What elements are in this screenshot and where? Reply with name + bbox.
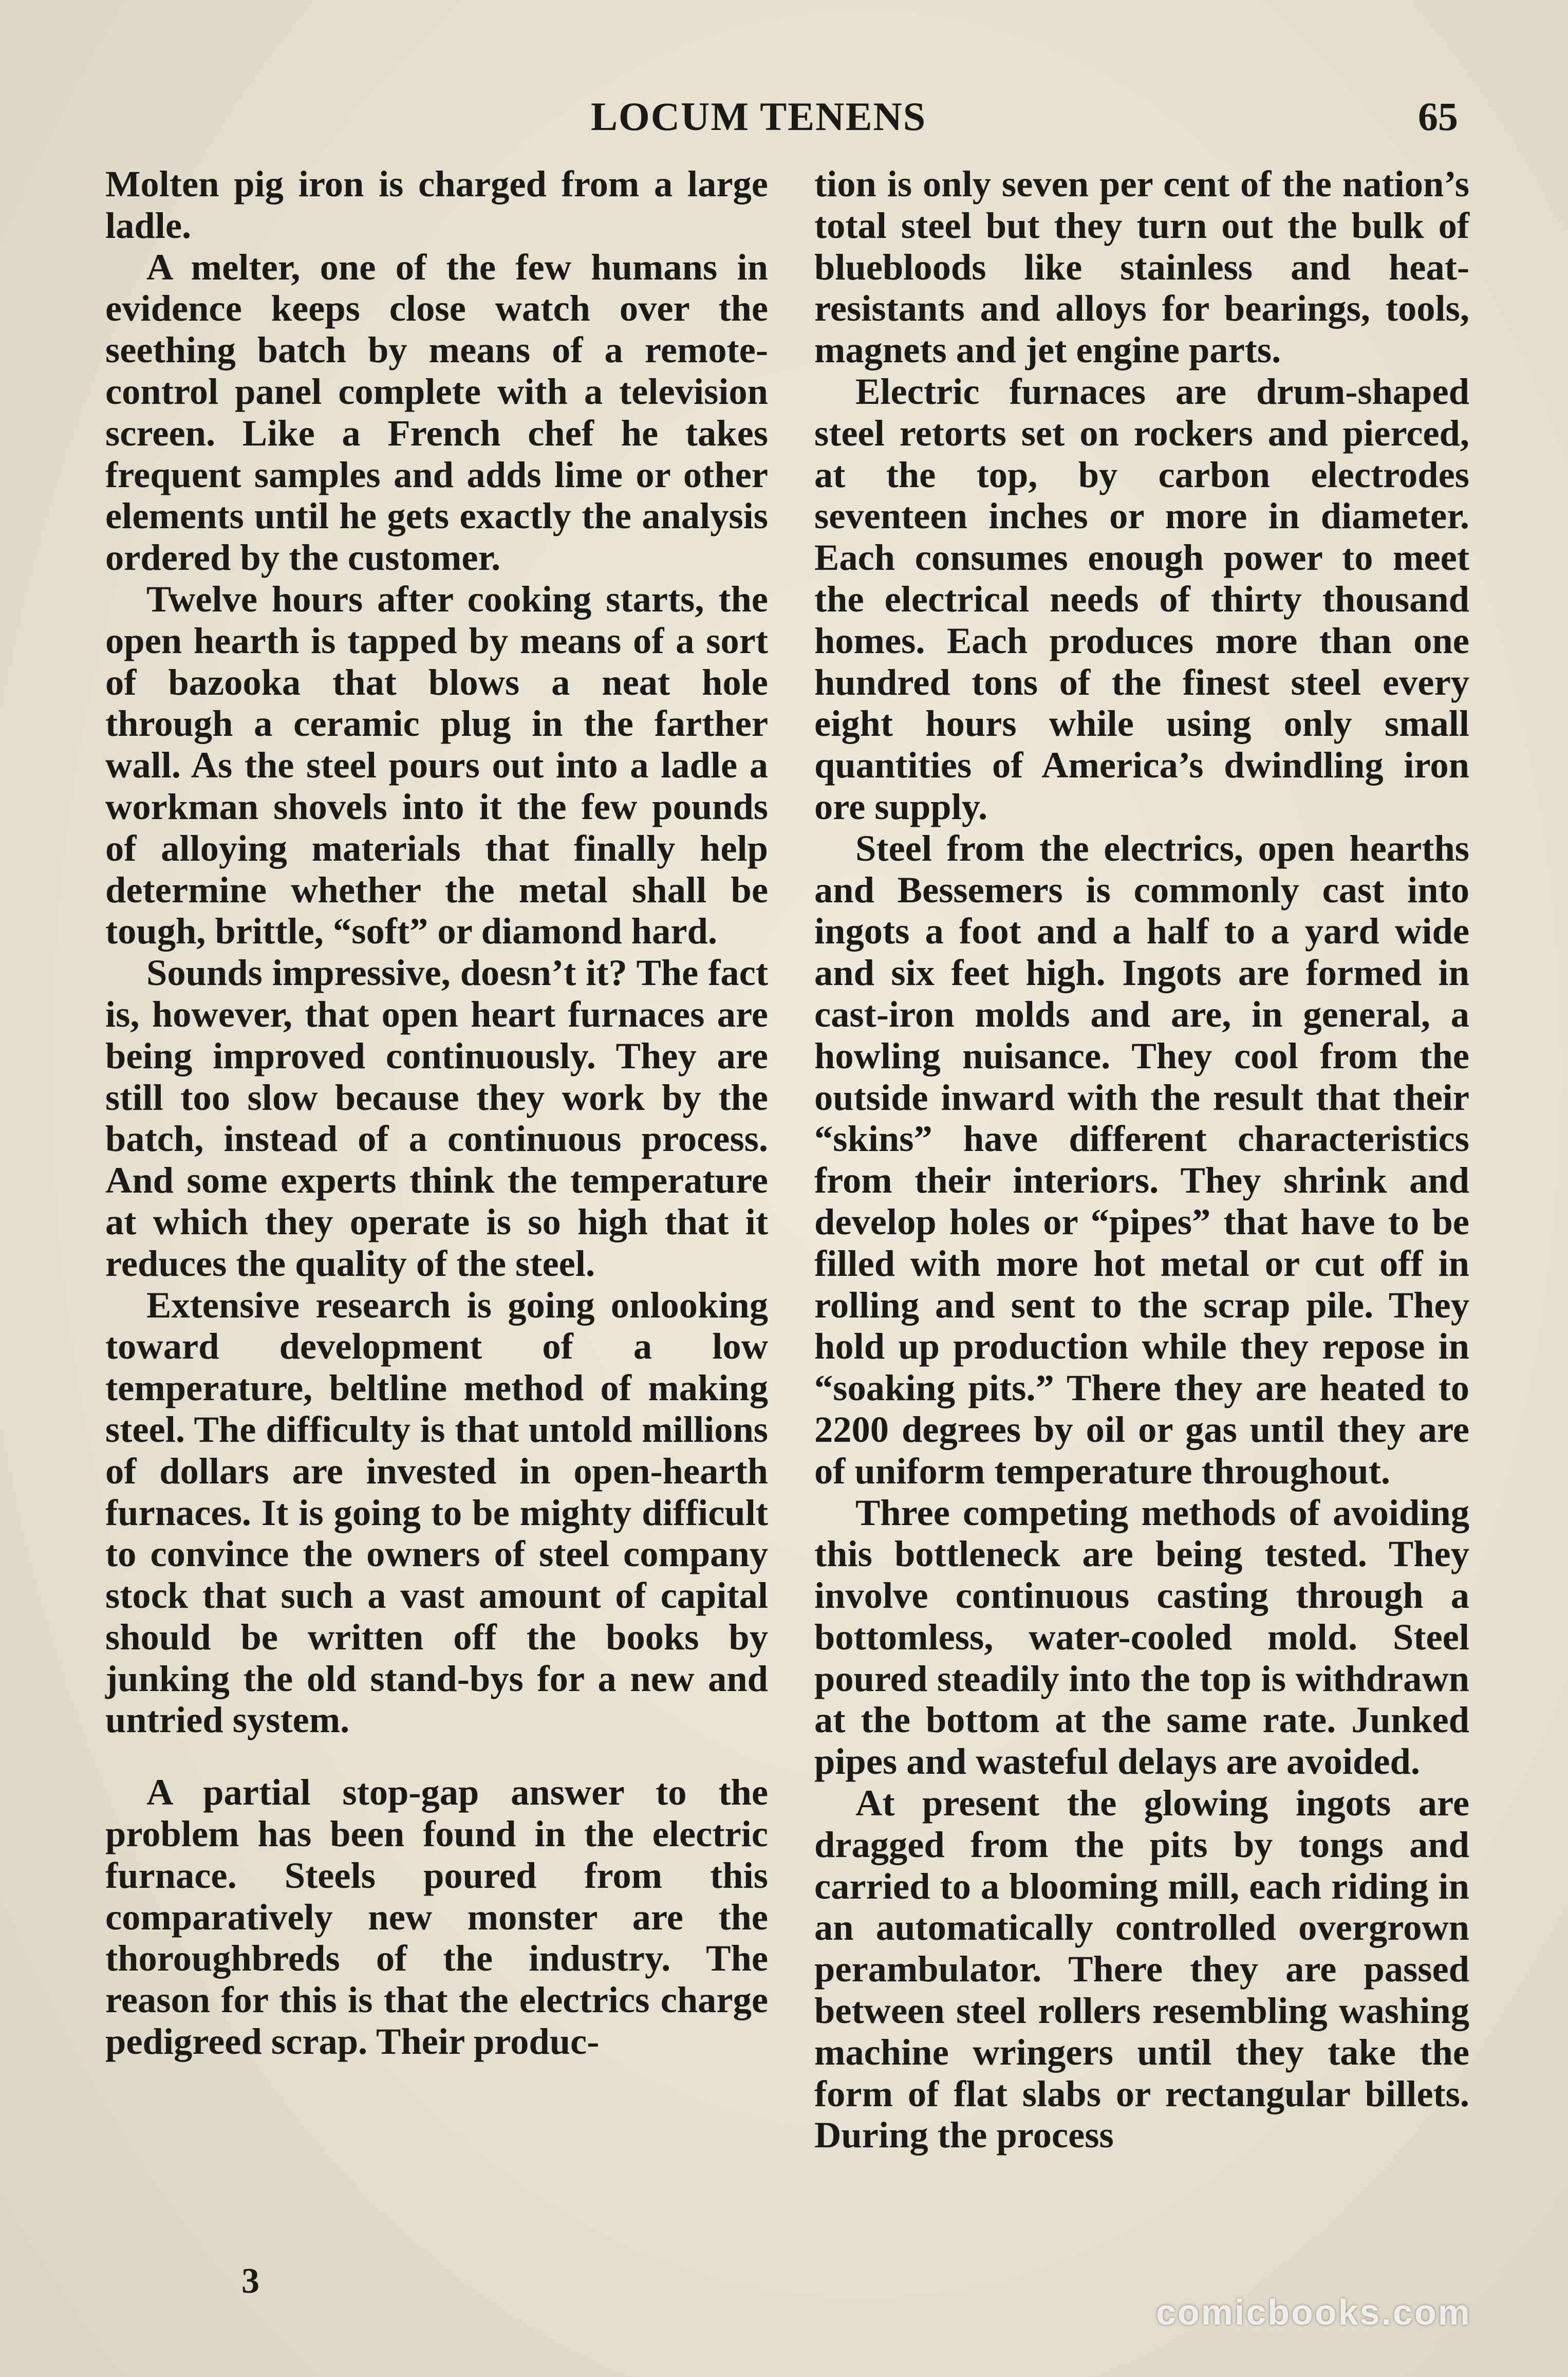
paragraph: Twelve hours after cooking starts, the open hearth is tapped by means of a sort of bazooka that blows a neat hole through a ceramic plug in the farther wall. As the steel pours out into a ladle a workman shovels into it the few pounds of alloying materials that finally help determine whether the metal shall be tough, brittle, “soft” or diamond hard. xyxy=(105,578,768,952)
right-column xyxy=(814,163,1469,2156)
watermark: comicbooks.com xyxy=(1156,2292,1471,2332)
paragraph: At present the glowing ingots are dragged from the pits by tongs and carried to a blooming mill, each riding in an automatically controlled overgrown perambulator. There they are passed between steel rollers resembling washing machine wringers until they take the form of flat slabs or rectangular billets. During the process xyxy=(814,1782,1469,2156)
paragraph: Extensive research is going onlooking toward development of a low temperature, beltline method of making steel. The difficulty is that untold millions of dollars are invested in open-hearth furnaces. It is going to be mighty difficult to convince the owners of steel company stock that such a vast amount of capital should be written off the books by junking the old stand-bys for a new and untried system. xyxy=(105,1284,768,1741)
paragraph: Electric furnaces are drum-shaped steel retorts set on rockers and pierced, at the top, by carbon electrodes seventeen inches or more in diameter. Each consumes enough power to meet the electrical needs of thirty thousand homes. Each produces more than one hundred tons of the finest steel every eight hours while using only small quantities of America’s dwindling iron ore supply. xyxy=(814,370,1469,827)
paragraph: Sounds impressive, doesn’t it? The fact is, however, that open heart furnaces are being improved continuously. They are still too slow because they work by the batch, instead of a continuous process. And some experts think the temperature at which they operate is so high that it reduces the quality of the steel. xyxy=(105,952,768,1284)
paragraph: tion is only seven per cent of the nation’s total steel but they turn out the bulk of bluebloods like stainless and heat-resistants and alloys for bearings, tools, magnets and jet engine parts. xyxy=(814,163,1469,371)
paragraph: Molten pig iron is charged from a large ladle. xyxy=(105,163,768,246)
page-header xyxy=(0,87,1568,144)
running-title: LOCUM TENENS xyxy=(591,94,927,139)
paragraph: A melter, one of the few humans in evidence keeps close watch over the seething batch by means of a remote-control panel complete with a television screen. Like a French chef he takes frequent samples and adds lime or other elements until he gets exactly the analysis ordered by the customer. xyxy=(105,246,768,579)
left-column xyxy=(105,163,768,2063)
section-break xyxy=(105,1741,768,1772)
paragraph: Steel from the electrics, open hearths and Bessemers is commonly cast into ingots a foot and a half to a yard wide and six feet high. Ingots are formed in cast-iron molds and are, in general, a howling nuisance. They cool from the outside inward with the result that their “skins” have different characteristics from their interiors. They shrink and develop holes or “pipes” that have to be filled with more hot metal or cut off in rolling and sent to the scrap pile. They hold up production while they repose in “soaking pits.” There they are heated to 2200 degrees by oil or gas until they are of uniform temperature throughout. xyxy=(814,827,1469,1492)
paragraph: Three competing methods of avoiding this bottleneck are being tested. They involve continuous casting through a bottomless, water-cooled mold. Steel poured steadily into the top is withdrawn at the bottom at the same rate. Junked pipes and wasteful delays are avoided. xyxy=(814,1491,1469,1782)
page-number: 65 xyxy=(1418,94,1458,139)
signature-mark: 3 xyxy=(241,2261,259,2301)
paragraph: A partial stop-gap answer to the problem has been found in the electric furnace. Steels poured from this comparatively new monster are the thoroughbreds of the industry. The reason for this is that the electrics charge pedigreed scrap. Their produc- xyxy=(105,1771,768,2063)
